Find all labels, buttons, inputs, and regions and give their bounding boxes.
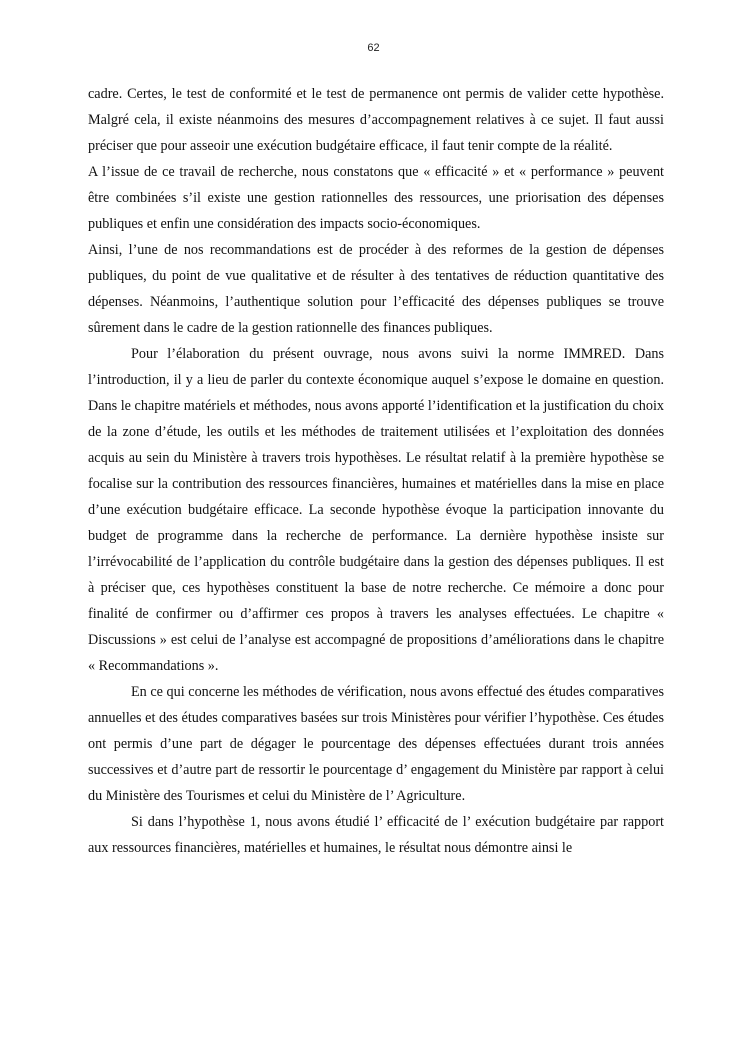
paragraph-5: En ce qui concerne les méthodes de vérification, nous avons effectué des études comparatives annuelles et des études comparatives basées sur trois Ministères pour vérifier l’hypothèse. Ces études ont permis d’une part de dégager le pourcentage des dépenses effectuées durant trois années successives et d’autre part de ressortir le pourcentage d’ engagement du Ministère par rapport à celui du Ministère des Tourismes et celui du Ministère de l’ Agriculture. — [88, 684, 664, 804]
paragraph-1: cadre. Certes, le test de conformité et le test de permanence ont permis de valider cette hypothèse. Malgré cela, il existe néanmoins des mesures d’accompagnement relatives à ce sujet. Il faut aussi préciser que pour asseoir une exécution budgétaire efficace, il faut tenir compte de la réalité. — [88, 86, 664, 154]
page-number: 62 — [367, 42, 380, 54]
paragraph-3: Ainsi, l’une de nos recommandations est de procéder à des reformes de la gestion de dépenses publiques, du point de vue qualitative et de résulter à des tentatives de réduction quantitative des dépenses. Néanmoins, l’authentique solution pour l’efficacité des dépenses publiques se trouve sûrement dans le cadre de la gestion rationnelle des finances publiques. — [88, 242, 664, 336]
paragraph-4: Pour l’élaboration du présent ouvrage, nous avons suivi la norme IMMRED. Dans l’introduction, il y a lieu de parler du contexte économique auquel s’expose le domaine en question. Dans le chapitre matériels et méthodes, nous avons apporté l’identification et la justification du choix de la zone d’étude, les outils et les méthodes de traitement utilisées et l’exploitation des données acquis au sein du Ministère à travers trois hypothèses. Le résultat relatif à la première hypothèse se focalise sur la contribution des ressources financières, humaines et matérielles dans la mise en place d’une exécution budgétaire efficace. La seconde hypothèse évoque la participation innovante du budget de programme dans la recherche de performance. La dernière hypothèse insiste sur l’irrévocabilité de l’application du contrôle budgétaire dans la gestion des dépenses publiques. Il est à préciser que, ces hypothèses constituent la base de notre recherche. Ce mémoire a donc pour finalité de confirmer ou d’affirmer ces propos à travers les analyses effectuées. Le chapitre « Discussions » est celui de l’analyse est accompagné de propositions d’améliorations dans le chapitre « Recommandations ». — [88, 346, 664, 674]
paragraph-6: Si dans l’hypothèse 1, nous avons étudié l’ efficacité de l’ exécution budgétaire par rapport aux ressources financières, matérielles et humaines, le résultat nous démontre ainsi le — [88, 814, 664, 856]
paragraph-2: A l’issue de ce travail de recherche, nous constatons que « efficacité » et « performance » peuvent être combinées s’il existe une gestion rationnelles des ressources, une priorisation des dépenses publiques et enfin une considération des impacts socio-économiques. — [88, 164, 664, 232]
document-body — [88, 81, 664, 861]
